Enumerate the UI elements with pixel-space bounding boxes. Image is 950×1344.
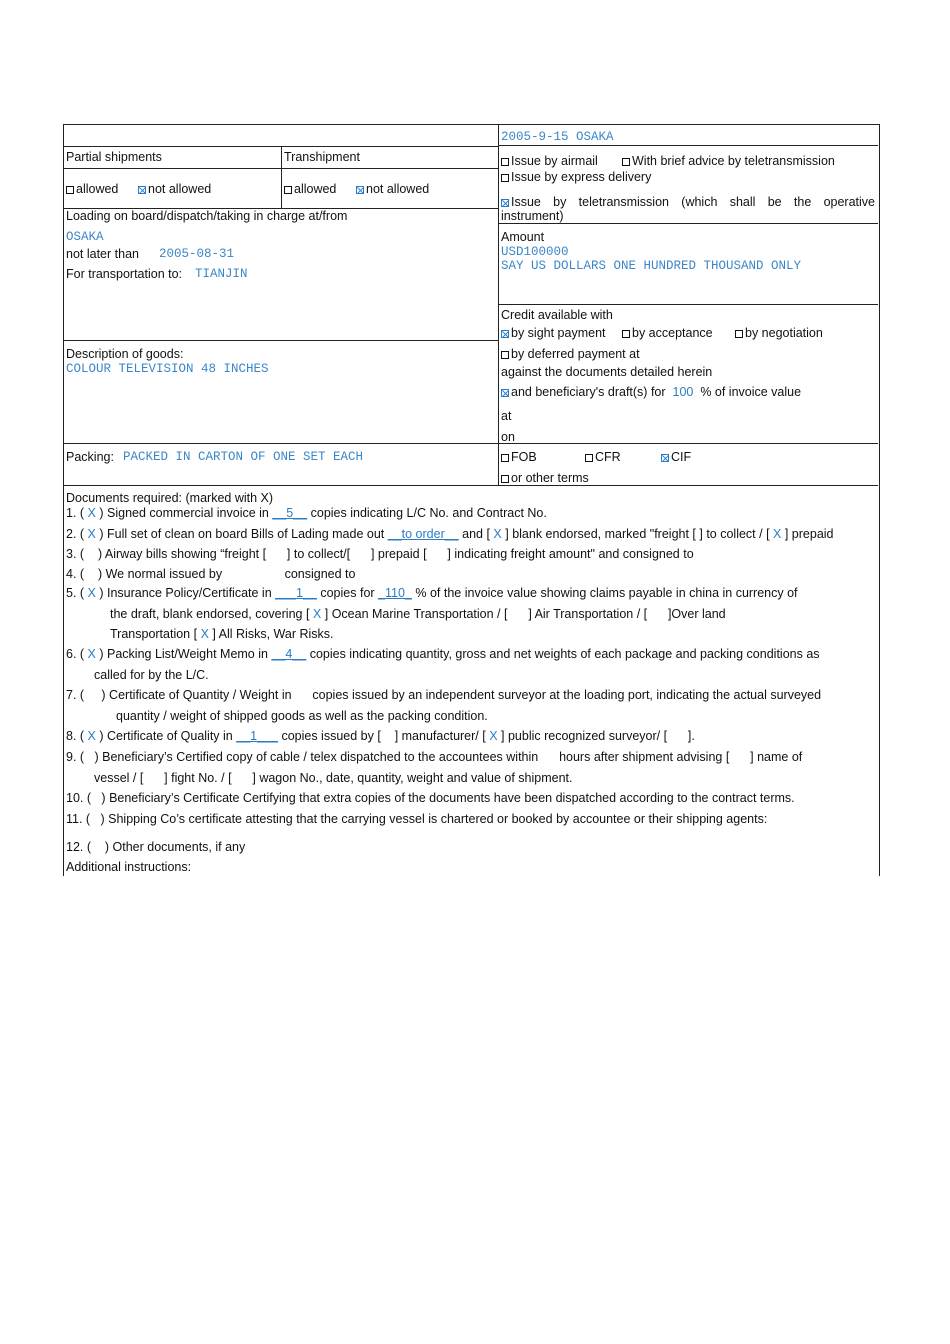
destination: TIANJIN — [195, 267, 248, 281]
loading-port: OSAKA — [66, 230, 104, 244]
fob-option[interactable]: FOB — [501, 450, 537, 465]
issue-teletransmission-option[interactable]: Issue by teletransmission (which shall be the operative instrument) — [501, 195, 875, 223]
partial-not-allowed-option[interactable]: not allowed — [138, 182, 211, 197]
divider — [498, 304, 878, 305]
tranship-not-allowed-option[interactable]: not allowed — [356, 182, 429, 197]
draft-on-label: on — [501, 430, 515, 444]
date-place: 2005-9-15 OSAKA — [501, 130, 614, 144]
doc-8-quality: 8. ( X ) Certificate of Quality in __1___ copies issued by [ ] manufacturer/ [ X ] public recognized surveyor/ [ ]. — [66, 729, 695, 743]
amount-label: Amount — [501, 230, 545, 244]
doc-3-airway-bills: 3. ( ) Airway bills showing “freight [ ] to collect/[ ] prepaid [ ] indicating freight amount" and consigned to — [66, 547, 694, 561]
doc-5-line-2: the draft, blank endorsed, covering [ X ] Ocean Marine Transportation / [ ] Air Transportation / [ ]Over land — [110, 607, 726, 621]
checkbox-empty-icon — [622, 158, 630, 166]
doc-7-quantity-weight: 7. ( ) Certificate of Quantity / Weight in copies issued by an independent surveyor at the loading port, indicating the actual surveyed — [66, 688, 822, 702]
doc-10-beneficiary-cert: 10. ( ) Beneficiary’s Certificate Certifying that extra copies of the documents have been dispatched according to the contract terms. — [66, 791, 795, 805]
checkbox-empty-icon — [501, 475, 509, 483]
packing-value: PACKED IN CARTON OF ONE SET EACH — [123, 450, 364, 464]
checkbox-checked-icon — [501, 199, 509, 207]
divider — [498, 145, 878, 146]
checkbox-empty-icon — [501, 454, 509, 462]
brief-advice-option[interactable]: With brief advice by teletransmission — [622, 154, 835, 169]
credit-available-label: Credit available with — [501, 308, 613, 322]
checkbox-empty-icon — [284, 186, 292, 194]
documents-header: Documents required: (marked with X) — [66, 491, 274, 505]
doc-2-bills-of-lading: 2. ( X ) Full set of clean on board Bills of Lading made out __to order__ and [ X ] blank endorsed, marked "freight [ ] to collect / [ X ] prepaid — [66, 527, 834, 541]
cif-option[interactable]: CIF — [661, 450, 691, 465]
doc-4-normal-issued: 4. ( ) We normal issued by consigned to — [66, 567, 356, 581]
doc-6-line-2: called for by the L/C. — [94, 668, 209, 682]
checkbox-checked-icon — [501, 330, 509, 338]
checkbox-checked-icon — [356, 186, 364, 194]
sight-payment-option[interactable]: by sight payment — [501, 326, 606, 341]
checkbox-checked-icon — [501, 389, 509, 397]
checkbox-checked-icon — [661, 454, 669, 462]
goods-value: COLOUR TELEVISION 48 INCHES — [66, 362, 269, 376]
other-terms-option[interactable]: or other terms — [501, 471, 589, 486]
draft-at-label: at — [501, 409, 512, 423]
partial-allowed-option[interactable]: allowed — [66, 182, 118, 197]
doc-5-line-3: Transportation [ X ] All Risks, War Risks. — [110, 627, 334, 641]
amount-words: SAY US DOLLARS ONE HUNDRED THOUSAND ONLY — [501, 259, 802, 273]
deferred-payment-option[interactable]: by deferred payment at — [501, 347, 640, 362]
negotiation-option[interactable]: by negotiation — [735, 326, 823, 341]
tranship-allowed-option[interactable]: allowed — [284, 182, 336, 197]
doc-6-packing-list: 6. ( X ) Packing List/Weight Memo in __4__ copies indicating quantity, gross and net weights of each package and packing conditions as — [66, 647, 820, 661]
checkbox-empty-icon — [622, 330, 630, 338]
divider — [63, 485, 878, 486]
partial-shipments-label: Partial shipments — [66, 150, 162, 164]
issue-express-option[interactable]: Issue by express delivery — [501, 170, 651, 185]
doc-5-insurance: 5. ( X ) Insurance Policy/Certificate in ___1__ copies for _110_ % of the invoice value showing claims payable in china in currency of — [66, 586, 798, 600]
divider — [63, 340, 498, 341]
doc-12-other: 12. ( ) Other documents, if any — [66, 840, 246, 854]
checkbox-empty-icon — [501, 158, 509, 166]
amount-value: USD100000 — [501, 245, 569, 259]
loading-label: Loading on board/dispatch/taking in charge at/from — [66, 209, 348, 223]
goods-label: Description of goods: — [66, 347, 184, 361]
divider — [281, 146, 282, 208]
checkbox-empty-icon — [66, 186, 74, 194]
cfr-option[interactable]: CFR — [585, 450, 621, 465]
checkbox-empty-icon — [501, 174, 509, 182]
checkbox-empty-icon — [501, 351, 509, 359]
packing-label: Packing: — [66, 450, 114, 464]
issue-airmail-option[interactable]: Issue by airmail — [501, 154, 598, 169]
latest-shipment-date: 2005-08-31 — [159, 247, 235, 261]
doc-11-shipping-cert: 11. ( ) Shipping Co’s certificate attesting that the carrying vessel is chartered or booked by accountee or their shipping agents: — [66, 812, 768, 826]
transhipment-label: Transhipment — [284, 150, 360, 164]
acceptance-option[interactable]: by acceptance — [622, 326, 713, 341]
checkbox-empty-icon — [735, 330, 743, 338]
doc-7-line-2: quantity / weight of shipped goods as well as the packing condition. — [116, 709, 488, 723]
checkbox-checked-icon — [138, 186, 146, 194]
checkbox-empty-icon — [585, 454, 593, 462]
transport-label: For transportation to: — [66, 267, 183, 281]
draft-percent: 100 — [672, 385, 694, 399]
draft-option[interactable]: and beneficiary's draft(s) for 100 % of invoice value — [501, 385, 801, 400]
divider — [63, 443, 878, 444]
divider — [498, 223, 878, 224]
doc-9-line-2: vessel / [ ] fight No. / [ ] wagon No., date, quantity, weight and value of shipment. — [94, 771, 573, 785]
doc-1-commercial-invoice: 1. ( X ) Signed commercial invoice in __5__ copies indicating L/C No. and Contract No. — [66, 506, 547, 520]
not-later-label: not later than — [66, 247, 139, 261]
additional-instructions-label: Additional instructions: — [66, 860, 192, 874]
against-documents-text: against the documents detailed herein — [501, 365, 713, 379]
doc-9-cable-copy: 9. ( ) Beneficiary’s Certified copy of cable / telex dispatched to the accountees within hours after shipment advising [ ] name of — [66, 750, 803, 764]
